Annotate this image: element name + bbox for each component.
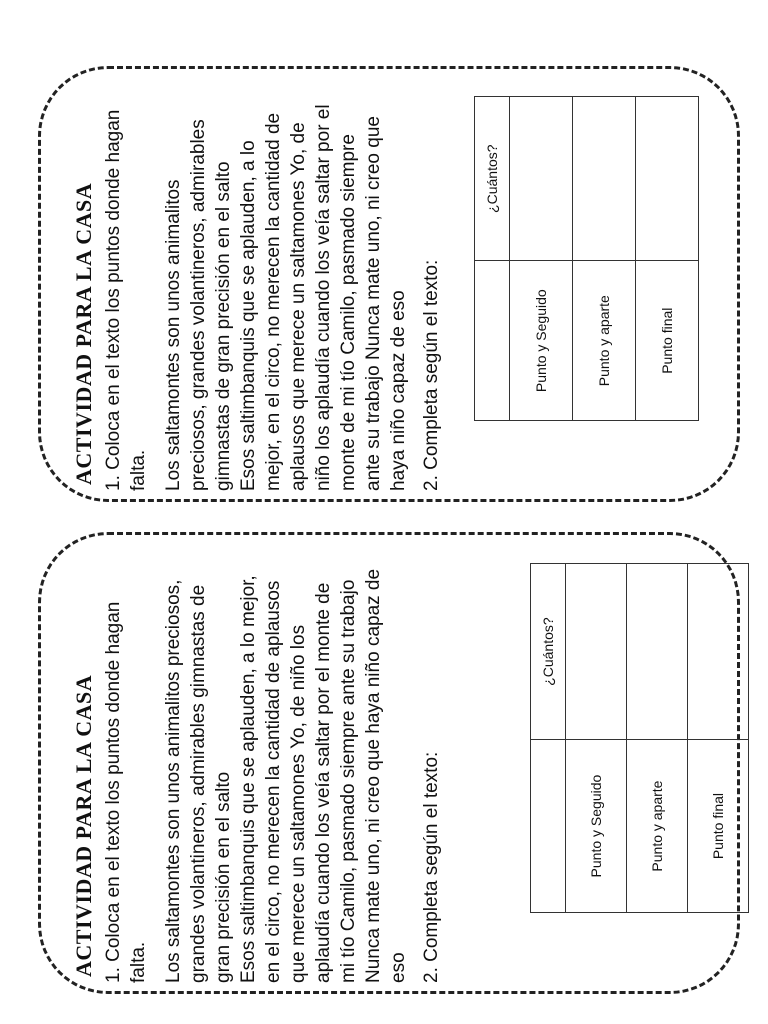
table-answer-cell[interactable]: [510, 97, 573, 261]
count-table: [474, 96, 699, 421]
instruction-1: 1. Coloca en el texto los puntos donde hagan falta.: [103, 601, 149, 983]
paragraph-1: Los saltamontes son unos animalitos preciosos, grandes volantineros, admirables gimnastas de gran precisión en el salto: [163, 119, 234, 491]
table-row-label: Punto y Seguido: [510, 261, 573, 421]
table-header-empty: [475, 261, 510, 421]
instruction-2: 2. Completa según el texto:: [421, 751, 442, 983]
paragraph-2: Esos saltimbanquis que se aplauden, a lo mejor, en el circo, no merecen la cantidad de aplausos que merece un saltamones Yo, de niño los aplaudía cuando los veía saltar por el monte de mi tío Camilo, pasmado siempre ante su trabajo Nunca mate uno, ni creo que haya niño capaz de eso: [238, 104, 409, 491]
instruction-2: 2. Completa según el texto:: [421, 259, 442, 491]
reading-text: [161, 96, 411, 491]
worksheet-card-bottom: [38, 532, 740, 994]
card-content: [63, 96, 703, 491]
table-header-cuantos: ¿Cuántos?: [531, 564, 566, 740]
reading-text: [161, 563, 411, 983]
table-row-label: Punto final: [688, 740, 749, 913]
table-answer-cell[interactable]: [636, 97, 699, 261]
table-header-empty: [531, 740, 566, 913]
card-title: ACTIVIDAD PARA LA CASA: [71, 182, 96, 485]
paragraph-1: Los saltamontes son unos animalitos preciosos, grandes volantineros, admirables gimnastas de gran precisión en el salto: [163, 579, 234, 983]
count-table: [530, 563, 749, 913]
table-answer-cell[interactable]: [573, 97, 636, 261]
table-row-label: Punto final: [636, 261, 699, 421]
table-answer-cell[interactable]: [627, 564, 688, 740]
table-row-label: Punto y aparte: [573, 261, 636, 421]
paragraph-2: Esos saltimbanquis que se aplauden, a lo mejor, en el circo, no merecen la cantidad de aplausos que merece un saltamones Yo, de niño los aplaudía cuando los veía saltar por el monte de mi tío Camilo, pasmado siempre ante su trabajo Nunca mate uno, ni creo que haya niño capaz de eso: [238, 568, 409, 983]
worksheet-card-top: [38, 66, 740, 502]
card-content: [63, 563, 726, 983]
instruction-1: 1. Coloca en el texto los puntos donde hagan falta.: [103, 109, 149, 491]
table-answer-cell[interactable]: [688, 564, 749, 740]
card-title: ACTIVIDAD PARA LA CASA: [71, 674, 96, 977]
table-row-label: Punto y Seguido: [566, 740, 627, 913]
table-header-cuantos: ¿Cuántos?: [475, 97, 510, 261]
table-answer-cell[interactable]: [566, 564, 627, 740]
table-row-label: Punto y aparte: [627, 740, 688, 913]
